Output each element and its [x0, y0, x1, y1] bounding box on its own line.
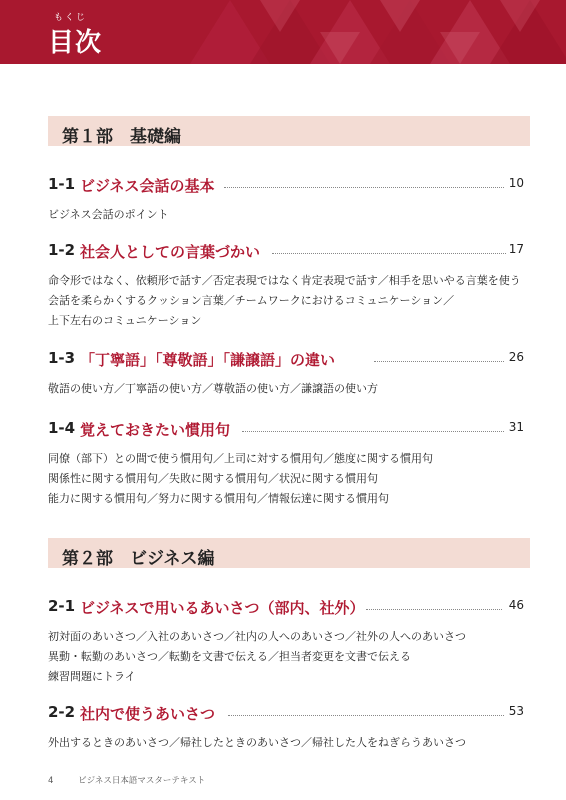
section-title: 「丁寧語」「尊敬語」「謙譲語」の違い — [80, 351, 336, 369]
part-1-label: 第１部 基礎編 — [62, 127, 181, 147]
part-2-band — [48, 538, 530, 568]
toc-subitems: 初対面のあいさつ／入社のあいさつ／社内の人へのあいさつ／社外の人へのあいさつ — [48, 630, 466, 643]
section-title: ビジネスで用いるあいさつ（部内、社外） — [80, 599, 365, 617]
section-page: 17 — [508, 242, 524, 256]
dot-leader — [242, 431, 504, 432]
toc-entry-1-2[interactable] — [48, 238, 530, 260]
toc-entry-2-2[interactable] — [48, 700, 530, 722]
section-number: 2-1 — [48, 597, 76, 615]
toc-subitems: ビジネス会話のポイント — [48, 208, 169, 221]
section-number: 2-2 — [48, 703, 76, 721]
toc-subitems: 会話を柔らかくするクッション言葉／チームワークにおけるコミュニケーション／ — [48, 294, 455, 307]
toc-subitems: 能力に関する慣用句／努力に関する慣用句／情報伝達に関する慣用句 — [48, 492, 389, 505]
dot-leader — [374, 361, 504, 362]
section-title: 社内で使うあいさつ — [80, 705, 216, 723]
toc-entry-2-1[interactable] — [48, 594, 530, 616]
header-banner — [0, 0, 566, 64]
footer-page-number: 4 — [48, 776, 54, 786]
page-title-ruby: もくじ — [54, 13, 88, 23]
toc-entry-1-4[interactable] — [48, 416, 530, 438]
dot-leader — [228, 715, 504, 716]
part-1-band — [48, 116, 530, 146]
toc-subitems: 上下左右のコミュニケーション — [48, 314, 202, 327]
dot-leader — [272, 253, 506, 254]
toc-subitems: 同僚（部下）との間で使う慣用句／上司に対する慣用句／態度に関する慣用句 — [48, 452, 433, 465]
toc-entry-1-3[interactable] — [48, 346, 530, 368]
section-number: 1-1 — [48, 175, 76, 193]
section-number: 1-3 — [48, 349, 76, 367]
section-title: ビジネス会話の基本 — [80, 177, 215, 195]
page-title — [48, 13, 103, 59]
toc-subitems: 敬語の使い方／丁寧語の使い方／尊敬語の使い方／謙譲語の使い方 — [48, 382, 378, 395]
section-page: 31 — [508, 420, 524, 434]
section-page: 53 — [508, 704, 524, 718]
dot-leader — [366, 609, 502, 610]
footer-book-title: ビジネス日本語マスターテキスト — [78, 776, 206, 786]
toc-subitems: 異動・転勤のあいさつ／転勤を文書で伝える／担当者変更を文書で伝える — [48, 650, 411, 663]
section-number: 1-2 — [48, 241, 76, 259]
toc-subitems: 関係性に関する慣用句／失敗に関する慣用句／状況に関する慣用句 — [48, 472, 378, 485]
dot-leader — [224, 187, 504, 188]
toc-subitems: 練習問題にトライ — [48, 670, 136, 683]
section-title: 覚えておきたい慣用句 — [80, 421, 231, 439]
section-title: 社会人としての言葉づかい — [80, 243, 261, 261]
toc-subitems: 外出するときのあいさつ／帰社したときのあいさつ／帰社した人をねぎらうあいさつ — [48, 736, 466, 749]
part-2-label: 第２部 ビジネス編 — [62, 549, 215, 569]
page-title-text: 目次 — [48, 28, 103, 58]
section-page: 46 — [508, 598, 524, 612]
section-page: 26 — [508, 350, 524, 364]
toc-subitems: 命令形ではなく、依頼形で話す／否定表現ではなく肯定表現で話す／相手を思いやる言葉を使う — [48, 274, 521, 287]
toc-entry-1-1[interactable] — [48, 172, 530, 194]
page-footer — [48, 774, 205, 786]
section-number: 1-4 — [48, 419, 76, 437]
section-page: 10 — [508, 176, 524, 190]
